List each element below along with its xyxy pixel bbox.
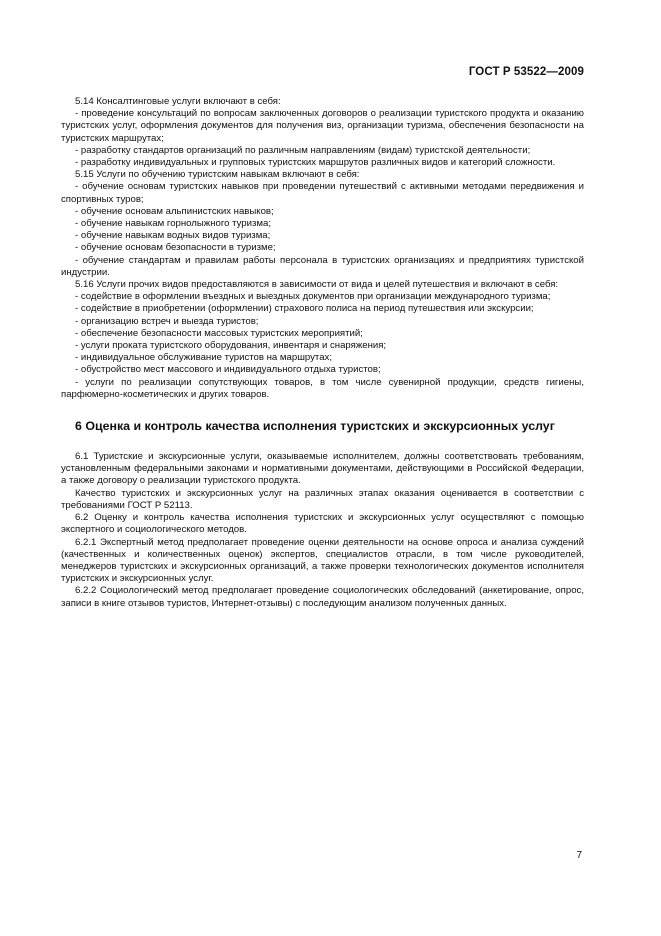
paragraph-6-2-1: 6.2.1 Экспертный метод предполагает проведение оценки деятельности на основе опроса и анализа суждений (качественных и количественных оценок) экспертов, специалистов отрасли, в том числе руководителей, менеджеров туристских и экскурсионных организаций, а также проверки технологических документов исполнителя туристских и экскурсионных услуг. [61,536,584,585]
list-item: - разработку стандартов организаций по различным направлениям (видам) туристской деятельности; [75,144,531,156]
list-item: - индивидуальное обслуживание туристов на маршрутах; [75,352,333,364]
list-item: - обучение основам альпинистских навыков; [75,205,274,217]
list-item: - обучение навыкам водных видов туризма; [75,230,271,242]
list-item: - проведение консультаций по вопросам заключенных договоров о реализации туристского продукта и оказанию туристских услуг, оформления документов для получения виз, организации туризма, обеспечения безопасности на туристских маршрутах; [61,108,584,144]
paragraph-5-14: 5.14 Консалтинговые услуги включают в себя: [75,96,281,107]
list-item: - обустройство мест массового и индивидуального отдыха туристов; [75,364,381,376]
paragraph-6-2-2: 6.2.2 Социологический метод предполагает проведение социологических обследований (анкетирование, опрос, записи в книге отзывов туристов, Интернет-отзывы) с последующим анализом полученных данных. [61,585,584,609]
paragraph-6-2: 6.2 Оценку и контроль качества исполнения туристских и экскурсионных услуг осуществляют с помощью экспертного и социологического методов. [61,512,584,536]
document-body [61,96,584,610]
paragraph-5-16: 5.16 Услуги прочих видов предоставляются в зависимости от вида и целей путешествия и включают в себя: [75,279,559,291]
list-item: - содействие в приобретении (оформлении) страхового полиса на период путешествия или экскурсии; [75,303,534,315]
list-item: - обучение основам безопасности в туризме; [75,242,276,254]
list-item: - организацию встреч и выезда туристов; [75,315,259,327]
paragraph: Качество туристских и экскурсионных услуг на различных этапах оказания оценивается в соответствии с требованиями ГОСТ Р 52113. [61,487,584,511]
list-item: - обеспечение безопасности массовых туристских мероприятий; [75,327,363,339]
list-item: - обучение стандартам и правилам работы персонала в туристских организациях и предприятиях туристской индустрии. [61,254,584,278]
section-heading-6: 6 Оценка и контроль качества исполнения туристских и экскурсионных услуг [75,419,555,434]
paragraph-5-15: 5.15 Услуги по обучению туристским навыкам включают в себя: [75,169,360,181]
list-item: - разработку индивидуальных и групповых туристских маршрутов различных видов и категорий сложности. [75,157,556,169]
list-item: - услуги по реализации сопутствующих товаров, в том числе сувенирной продукции, средств гигиены, парфюмерно-косметических и других товаров. [61,376,584,400]
list-item: - содействие в оформлении въездных и выездных документов при организации международного туризма; [75,291,551,303]
page-number: 7 [576,850,582,861]
list-item: - обучение основам туристских навыков при проведении путешествий с активными методами передвижения и спортивных туров; [61,181,584,205]
paragraph-6-1: 6.1 Туристские и экскурсионные услуги, оказываемые исполнителем, должны соответствовать требованиям, установленным федеральными законами и нормативными документами, действующими в Российской Федерации, а также договору о реализации туристского продукта. [61,451,584,487]
list-item: - услуги проката туристского оборудования, инвентаря и снаряжения; [75,340,387,352]
list-item: - обучение навыкам горнолыжного туризма; [75,218,271,230]
document-code: ГОСТ Р 53522—2009 [468,66,584,78]
